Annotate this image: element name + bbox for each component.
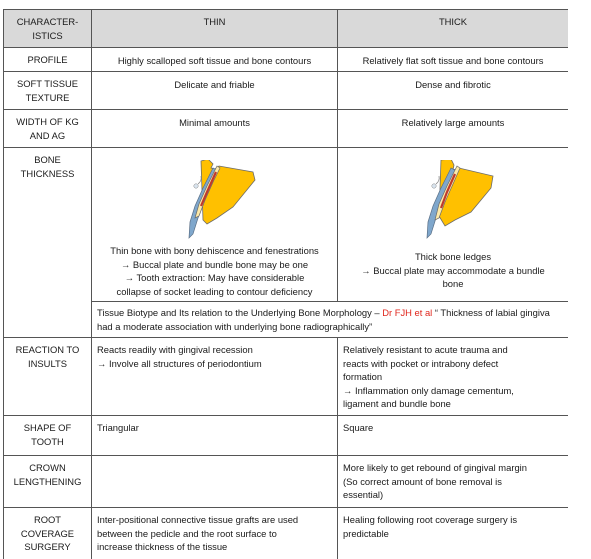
row-reaction-to-insults — [4, 338, 569, 416]
thick-bone-line-2: → Buccal plate may accommodate a bundle — [361, 264, 545, 276]
thin-bone-line-4: collapse of socket leading to contour deficiency — [116, 285, 313, 297]
row-label-root: ROOT COVERAGE SURGERY — [4, 508, 92, 559]
thin-profile: Highly scalloped soft tissue and bone contours — [92, 48, 338, 72]
thin-bone-shape — [201, 160, 255, 224]
row-label-width: WIDTH OF KG AND AG — [4, 110, 92, 148]
bone-reference-note — [92, 302, 569, 338]
row-crown-lengthening — [4, 456, 569, 508]
thin-probe-line — [198, 176, 201, 184]
thin-crown — [92, 456, 338, 508]
row-label-bone: BONE THICKNESS — [4, 148, 92, 338]
thin-width: Minimal amounts — [92, 110, 338, 148]
thin-bone-line-1: Thin bone with bony dehiscence and fenestrations — [110, 245, 319, 256]
thick-crown: More likely to get rebound of gingival margin (So correct amount of bone removal is essential) — [338, 456, 569, 508]
thick-texture: Dense and fibrotic — [338, 72, 569, 110]
row-bone-thickness — [4, 148, 569, 302]
thin-gingiva-dot — [193, 184, 197, 188]
thick-biotype-tooth-diagram — [411, 160, 495, 240]
thin-texture: Delicate and friable — [92, 72, 338, 110]
thick-bone-line-3: bone — [442, 278, 464, 290]
row-shape-of-tooth — [4, 416, 569, 456]
row-label-crown: CROWN LENGTHENING — [4, 456, 92, 508]
thick-probe-line — [436, 176, 439, 184]
thick-bone-cell — [338, 148, 569, 302]
thin-bone-caption — [96, 244, 333, 298]
row-label-reaction: REACTION TO INSULTS — [4, 338, 92, 416]
thick-bone-line-1: Thick bone ledges — [414, 251, 492, 262]
row-soft-tissue-texture — [4, 72, 569, 110]
thin-biotype-tooth-diagram — [173, 160, 257, 240]
header-thin: THIN — [92, 10, 338, 48]
thick-shape: Square — [338, 416, 569, 456]
row-profile — [4, 48, 569, 72]
table-header-row — [4, 10, 569, 48]
thin-shape: Triangular — [92, 416, 338, 456]
header-thick: THICK — [338, 10, 569, 48]
thick-reaction: Relatively resistant to acute trauma and reacts with pocket or intrabony defect formation → Inflammation only damage cementum, ligament and bundle bone — [338, 338, 569, 416]
thin-bone-cell — [92, 148, 338, 302]
reference-quote: “ Thickness of labial gingiva had a moderate association with underlying bone radiographically” — [97, 307, 550, 332]
thin-reaction: Reacts readily with gingival recession → Involve all structures of periodontium — [92, 338, 338, 416]
row-label-profile: PROFILE — [4, 48, 92, 72]
row-root-coverage — [4, 508, 569, 559]
page-container — [3, 9, 568, 559]
reference-author: Dr FJH et al — [382, 307, 433, 318]
thin-bone-line-2: → Buccal plate and bundle bone may be one — [120, 258, 309, 270]
thick-width: Relatively large amounts — [338, 110, 569, 148]
biotype-comparison-table — [3, 9, 568, 559]
thick-gingiva-dot — [432, 184, 436, 188]
row-width-kg-ag — [4, 110, 569, 148]
thin-root-coverage: Inter-positional connective tissue grafts are used between the pedicle and the root surface to increase thickness of the tissue — [92, 508, 338, 559]
thick-bone-caption — [342, 250, 564, 291]
thin-bone-line-3: → Tooth extraction: May have considerable — [124, 272, 305, 284]
thick-root-coverage: Healing following root coverage surgery is predictable — [338, 508, 569, 559]
reference-title: Tissue Biotype and Its relation to the Underlying Bone Morphology – — [97, 307, 383, 318]
row-label-shape: SHAPE OF TOOTH — [4, 416, 92, 456]
row-label-texture: SOFT TISSUE TEXTURE — [4, 72, 92, 110]
header-characteristics: CHARACTER- ISTICS — [4, 10, 92, 48]
thick-profile: Relatively flat soft tissue and bone contours — [338, 48, 569, 72]
